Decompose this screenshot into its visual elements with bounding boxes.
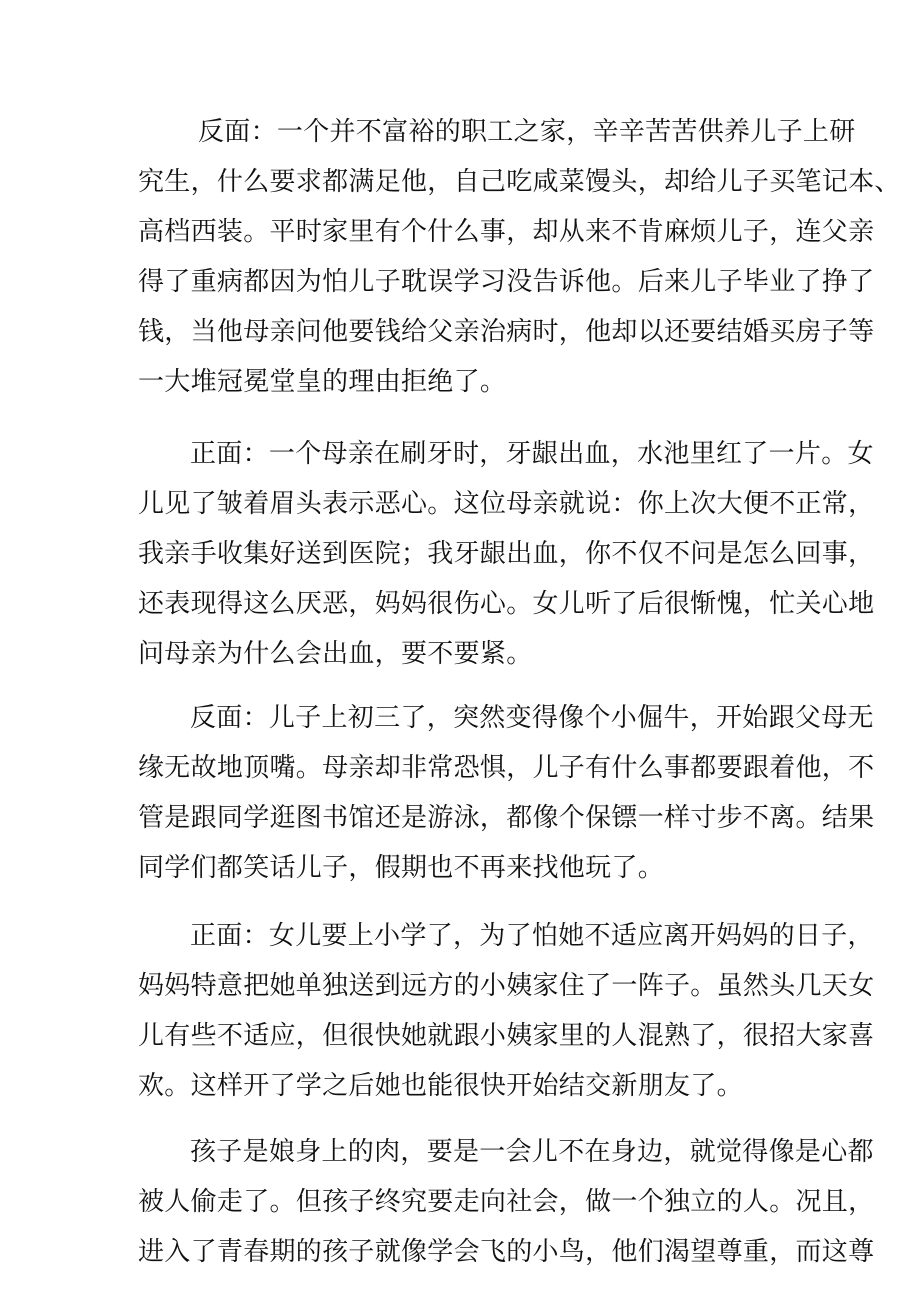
text-line: 我亲手收集好送到医院；我牙龈出血，你不仅不问是怎么回事，: [138, 539, 875, 569]
text-line: 还表现得这么厌恶，妈妈很伤心。女儿听了后很惭愧，忙关心地: [138, 589, 875, 619]
text-line: 欢。这样开了学之后她也能很快开始结交新朋友了。: [138, 1071, 743, 1101]
text-line: 问母亲为什么会出血，要不要紧。: [138, 639, 533, 669]
text-line: 孩子是娘身上的肉，要是一会儿不在身边，就觉得像是心都: [190, 1137, 874, 1167]
text-line: 正面：一个母亲在刷牙时，牙龈出血，水池里红了一片。女: [190, 439, 874, 469]
text-line: 得了重病都因为怕儿子耽误学习没告诉他。后来儿子毕业了挣了: [138, 267, 875, 297]
text-line: 缘无故地顶嘴。母亲却非常恐惧，儿子有什么事都要跟着他，不: [138, 753, 875, 783]
text-line: 儿有些不适应，但很快她就跟小姨家里的人混熟了，很招大家喜: [138, 1021, 875, 1051]
text-line: 高档西装。平时家里有个什么事，却从来不肯麻烦儿子，连父亲: [138, 217, 875, 247]
text-line: 反面：一个并不富裕的职工之家，辛辛苦苦供养儿子上研: [198, 117, 856, 147]
text-line: 钱，当他母亲问他要钱给父亲治病时，他却以还要结婚买房子等: [138, 317, 875, 347]
text-line: 同学们都笑话儿子，假期也不再来找他玩了。: [138, 853, 665, 883]
text-line: 儿见了皱着眉头表示恶心。这位母亲就说：你上次大便不正常，: [138, 489, 875, 519]
text-line: 反面：儿子上初三了，突然变得像个小倔牛，开始跟父母无: [190, 703, 874, 733]
text-line: 妈妈特意把她单独送到远方的小姨家住了一阵子。虽然头几天女: [138, 971, 875, 1001]
text-line: 正面：女儿要上小学了，为了怕她不适应离开妈妈的日子，: [190, 921, 874, 951]
text-line: 究生，什么要求都满足他，自己吃咸菜馒头，却给儿子买笔记本、: [138, 167, 901, 197]
text-line: 进入了青春期的孩子就像学会飞的小鸟，他们渴望尊重，而这尊: [138, 1237, 875, 1267]
text-line: 管是跟同学逛图书馆还是游泳，都像个保镖一样寸步不离。结果: [138, 803, 875, 833]
text-line: 被人偷走了。但孩子终究要走向社会，做一个独立的人。况且，: [138, 1187, 875, 1217]
text-line: 一大堆冠冕堂皇的理由拒绝了。: [138, 367, 507, 397]
